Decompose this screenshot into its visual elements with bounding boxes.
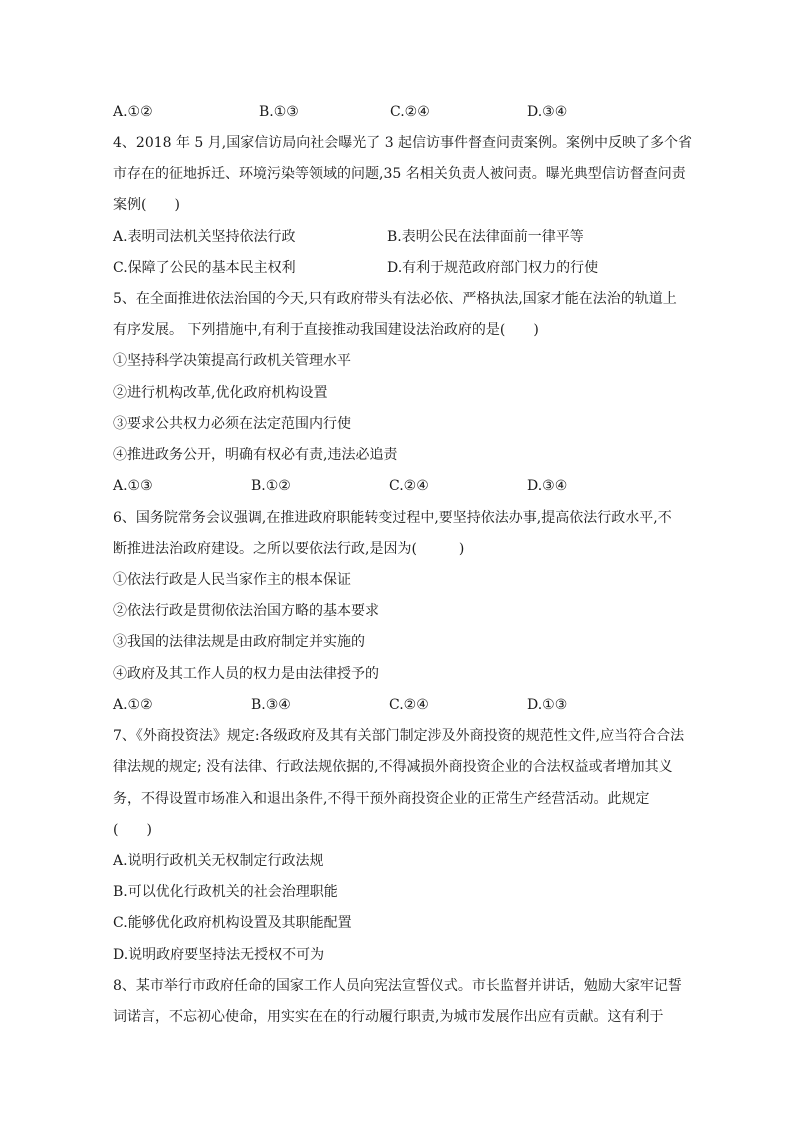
q4-option-a: A.表明司法机关坚持依法行政: [113, 229, 296, 245]
q5-item-4: ④推进政务公开，明确有权必有责,违法必追责: [113, 447, 398, 463]
q3-option-a: A.①②: [113, 104, 153, 120]
q7-stem-line-1: 7、《外商投资法》规定:各级政府及其有关部门制定涉及外商投资的规范性文件,应当符合合法: [113, 728, 685, 744]
q7-option-b: B.可以优化行政机关的社会治理职能: [113, 884, 338, 900]
q7-option-d: D.说明政府要坚持法无授权不可为: [113, 947, 325, 963]
q4-option-c: C.保障了公民的基本民主权利: [113, 260, 296, 276]
q6-item-1: ①依法行政是人民当家作主的根本保证: [113, 572, 351, 588]
q7-option-a: A.说明行政机关无权制定行政法规: [113, 853, 324, 869]
q7-stem-line-2: 律法规的规定; 没有法律、行政法规依据的,不得减损外商投资企业的合法权益或者增加其义: [113, 759, 673, 775]
q5-option-c: C.②④: [389, 478, 429, 494]
q5-item-2: ②进行机构改革,优化政府机构设置: [113, 385, 328, 401]
q5-item-1: ①坚持科学决策提高行政机关管理水平: [113, 353, 351, 369]
q8-stem-line-2: 词诺言，不忘初心使命，用实实在在的行动履行职责,为城市发展作出应有贡献。这有利于: [113, 1009, 664, 1025]
q7-stem-line-4: ( ): [113, 822, 152, 838]
q4-options-row-2: [113, 258, 693, 278]
q6-option-c: C.②④: [389, 697, 429, 713]
q8-stem-line-1: 8、某市举行市政府任命的国家工作人员向宪法宣誓仪式。市长监督并讲话，勉励大家牢记誓: [113, 978, 682, 994]
q4-option-d: D.有利于规范政府部门权力的行使: [387, 260, 599, 276]
q6-stem-line-2: 断推进法治政府建设。之所以要依法行政,是因为( ): [113, 541, 465, 557]
q6-stem-line-1: 6、国务院常务会议强调,在推进政府职能转变过程中,要坚持依法办事,提高依法行政水平,不: [113, 510, 672, 526]
q5-option-d: D.③④: [527, 478, 568, 494]
q6-item-4: ④政府及其工作人员的权力是由法律授予的: [113, 666, 379, 682]
q3-option-b: B.①③: [259, 104, 299, 120]
q4-stem-line-3: 案例( ): [113, 197, 180, 213]
q7-stem-line-3: 务，不得设置市场准入和退出条件,不得干预外商投资企业的正常生产经营活动。此规定: [113, 791, 650, 807]
q6-item-3: ③我国的法律法规是由政府制定并实施的: [113, 634, 365, 650]
q4-stem-line-1: 4、2018 年 5 月,国家信访局向社会曝光了 3 起信访事件督查问责案例。案例中反映了多个省: [113, 135, 693, 151]
q7-option-c: C.能够优化政府机构设置及其职能配置: [113, 915, 352, 931]
q3-options: [113, 102, 693, 122]
q5-option-b: B.①②: [251, 478, 291, 494]
q5-option-a: A.①③: [113, 478, 153, 494]
q6-item-2: ②依法行政是贯彻依法治国方略的基本要求: [113, 603, 379, 619]
q4-stem-line-2: 市存在的征地拆迁、环境污染等领域的问题,35 名相关负责人被问责。曝光典型信访督查问责: [113, 166, 686, 182]
q3-option-c: C.②④: [390, 104, 430, 120]
q6-options: [113, 695, 693, 715]
q5-options: [113, 476, 693, 496]
q5-stem-line-2: 有序发展。 下列措施中,有利于直接推动我国建设法治政府的是( ): [113, 322, 539, 338]
q5-item-3: ③要求公共权力必须在法定范围内行使: [113, 416, 351, 432]
q6-option-d: D.①③: [527, 697, 568, 713]
q3-option-d: D.③④: [527, 104, 568, 120]
q4-options-row-1: [113, 227, 693, 247]
q6-option-a: A.①②: [113, 697, 153, 713]
q4-option-b: B.表明公民在法律面前一律平等: [387, 229, 584, 245]
q6-option-b: B.③④: [251, 697, 291, 713]
q5-stem-line-1: 5、在全面推进依法治国的今天,只有政府带头有法必依、严格执法,国家才能在法治的轨道上: [113, 291, 677, 307]
